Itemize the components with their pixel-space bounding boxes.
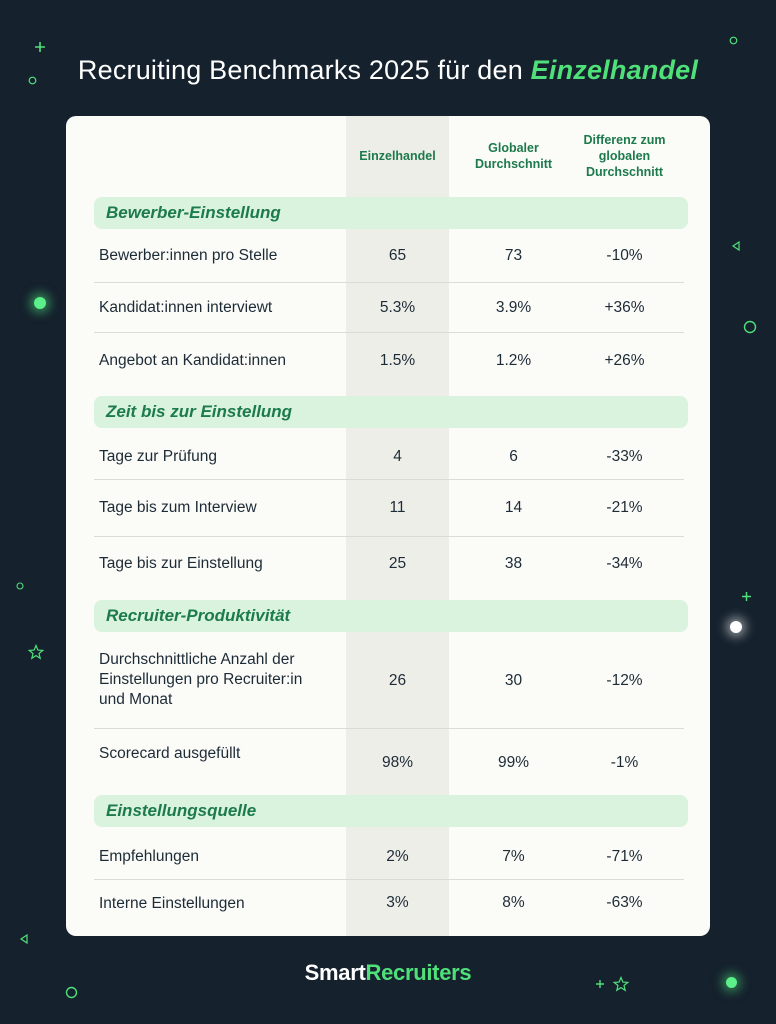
- title-accent: Einzelhandel: [530, 55, 699, 85]
- glow-dot-icon: [34, 297, 46, 309]
- section-header: [94, 795, 688, 827]
- value-difference: -63%: [606, 894, 643, 911]
- table-row: [66, 283, 710, 332]
- row-label: Kandidat:innen interviewt: [99, 299, 273, 316]
- row-label: Interne Einstellungen: [99, 895, 245, 912]
- value-retail: 98%: [381, 754, 414, 771]
- table-row: [66, 537, 710, 597]
- value-retail: 5.3%: [379, 299, 416, 316]
- table-row: [66, 333, 710, 393]
- section-header: [94, 197, 688, 229]
- value-difference: -21%: [606, 499, 643, 516]
- section-title: Bewerber-Einstellung: [106, 203, 281, 222]
- value-global: 6: [509, 448, 518, 465]
- column-header-difference: Differenz zum globalen Durchschnitt: [583, 133, 666, 179]
- value-difference: -10%: [606, 247, 643, 264]
- value-difference: +26%: [604, 352, 645, 369]
- value-difference: -12%: [606, 672, 643, 689]
- row-label: Durchschnittliche Anzahl der Einstellungen pro Recruiter:in und Monat: [99, 651, 303, 708]
- logo-part-recruiters: Recruiters: [365, 960, 472, 985]
- value-retail: 65: [388, 247, 407, 264]
- section-title: Einstellungsquelle: [106, 801, 257, 820]
- ring-icon: [16, 582, 24, 590]
- section-header: [94, 600, 688, 632]
- section-header: [94, 396, 688, 428]
- ring-icon: [65, 986, 78, 999]
- glow-dot-icon: [730, 621, 742, 633]
- sparkle-icon: [35, 42, 45, 52]
- smartrecruiters-logo: [0, 960, 776, 986]
- value-difference: -34%: [606, 555, 643, 572]
- value-retail: 2%: [386, 848, 409, 865]
- sparkle-icon: [742, 592, 751, 601]
- table-row: [66, 480, 710, 536]
- table-row: [66, 729, 710, 792]
- page-title: [0, 55, 776, 86]
- value-global: 8%: [502, 894, 525, 911]
- row-label: Tage bis zum Interview: [99, 499, 257, 516]
- ring-icon: [729, 36, 738, 45]
- value-retail: 11: [389, 499, 406, 516]
- row-label: Empfehlungen: [99, 848, 199, 865]
- ring-icon: [743, 320, 757, 334]
- value-difference: +36%: [604, 299, 645, 316]
- row-label: Angebot an Kandidat:innen: [99, 352, 287, 369]
- value-global: 99%: [497, 754, 530, 771]
- logo-part-smart: Smart: [304, 960, 366, 985]
- row-label: Scorecard ausgefüllt: [99, 745, 241, 762]
- table-row: [66, 428, 710, 479]
- value-global: 38: [504, 555, 523, 572]
- table-row: [66, 632, 710, 728]
- value-global: 3.9%: [495, 299, 532, 316]
- column-header-global: Globaler Durchschnitt: [474, 141, 553, 171]
- value-retail: 4: [393, 448, 402, 465]
- value-global: 14: [504, 499, 523, 516]
- table-row: [66, 880, 710, 936]
- row-label: Tage zur Prüfung: [99, 448, 218, 465]
- column-header-retail: Einzelhandel: [359, 149, 436, 163]
- value-difference: -33%: [606, 448, 643, 465]
- value-difference: -71%: [606, 848, 643, 865]
- value-global: 7%: [502, 848, 525, 865]
- value-retail: 1.5%: [379, 352, 416, 369]
- triangle-icon: [19, 934, 29, 944]
- title-main: Recruiting Benchmarks 2025 für den: [77, 55, 531, 85]
- value-retail: 26: [388, 672, 407, 689]
- table-row: [66, 827, 710, 879]
- table-row: [66, 229, 710, 282]
- value-difference: -1%: [610, 754, 639, 771]
- value-global: 30: [504, 672, 523, 689]
- triangle-icon: [731, 241, 741, 251]
- section-title: Recruiter-Produktivität: [106, 606, 291, 625]
- value-retail: 25: [388, 555, 407, 572]
- row-label: Tage bis zur Einstellung: [99, 555, 263, 572]
- benchmark-table: [66, 116, 710, 936]
- star-icon: [28, 644, 44, 660]
- value-global: 1.2%: [495, 352, 532, 369]
- value-global: 73: [504, 247, 523, 264]
- value-retail: 3%: [386, 894, 409, 911]
- section-title: Zeit bis zur Einstellung: [106, 402, 293, 421]
- row-label: Bewerber:innen pro Stelle: [99, 247, 278, 264]
